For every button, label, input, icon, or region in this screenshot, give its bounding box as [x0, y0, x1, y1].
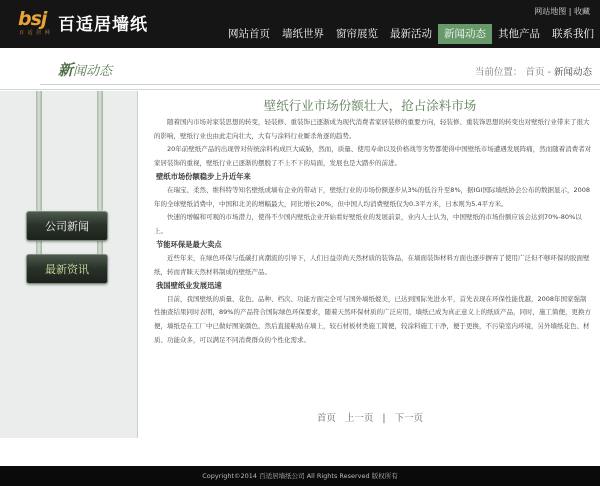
- pagination: [146, 410, 594, 424]
- sidebar-rail-left: [36, 91, 42, 211]
- top-links: [534, 6, 590, 17]
- nav-item-latest-events[interactable]: 最新活动: [390, 28, 432, 40]
- pager-next[interactable]: 下一页: [394, 413, 424, 424]
- section-title-first-char: 新: [58, 61, 74, 79]
- logo-mark: bsj: [18, 8, 47, 30]
- breadcrumb: [475, 64, 592, 78]
- breadcrumb-separator: -: [547, 67, 551, 78]
- breadcrumb-prefix: 当前位置：: [474, 67, 523, 78]
- article-paragraph: 随着国内市场对家装思想的转变，轻装修、重装饰已逐渐成为现代消费者家居装修的重要方向，轻装修、重装饰思想的转变也对壁纸行业带来了很大的影响，壁纸行业也由此走向壮大，大有与涂料行业厮杀角逐的趋势。: [154, 118, 590, 140]
- section-bar: [0, 48, 600, 90]
- article-title: 壁纸行业市场份额壮大，抢占涂料市场: [263, 98, 477, 113]
- article-paragraph: 20年前壁纸产品的出现曾对传统涂料构成巨大威胁，然而，质量、使用寿命以及价格战等劣势都使得中国壁纸市场遭遇发展阵痛，然而随着消费者对家居装饰的重视，壁纸行业已逐渐的摆脱了不上不下的局面，发展也是大踏步的前进。: [154, 145, 592, 167]
- nav-item-other-products[interactable]: 其他产品: [498, 28, 540, 40]
- section-divider: [40, 84, 600, 85]
- sidebar-rail-connector-left: [36, 241, 42, 255]
- article-paragraph: 近些年来，在绿色环保与低碳打真潮流的引导下，人们日益崇尚天然材质的装饰品，在墙面装饰材料方面也逐步摒弃了使用广泛但不够环保的胶面壁纸，转而青睐天然材料制成的壁纸产品。: [154, 253, 590, 276]
- section-title: [58, 59, 112, 80]
- sidebar-item-label: 公司新闻: [45, 220, 89, 233]
- pager-prev[interactable]: 上一页: [344, 413, 374, 424]
- sidebar-rail-connector-right: [97, 241, 103, 255]
- logo-subtitle: 百 适 居 网: [19, 30, 51, 36]
- site-header: [0, 0, 600, 48]
- nav-item-wallpaper-world[interactable]: 墙纸世界: [282, 28, 324, 40]
- section-title-rest: 闻动态: [73, 64, 113, 79]
- site-logo[interactable]: [18, 6, 158, 40]
- article-subheading: 节能环保是最大卖点: [156, 240, 222, 250]
- sidebar-item-company-news[interactable]: [26, 211, 108, 241]
- sidebar-rail-right: [97, 91, 103, 211]
- nav-item-home[interactable]: 网站首页: [228, 28, 270, 40]
- nav-item-contact-us[interactable]: 联系我们: [552, 28, 594, 40]
- article-subheading: 我国壁纸业发展迅速: [156, 281, 222, 291]
- main-nav: [222, 24, 600, 44]
- breadcrumb-current: 新闻动态: [553, 67, 592, 78]
- article-subheading: 壁纸市场份额稳步上升近年来: [156, 172, 251, 182]
- top-links-separator: |: [568, 7, 572, 16]
- sidebar-item-label: 最新资讯: [45, 263, 89, 276]
- article-paragraph: 目前，我国壁纸的质量、花色、品种、档次、功能方面完全可与国外墙纸媲美，已达到国际先进水平，首先表现在环保性能优越，2008年国家强制性抽查结果同时表明，89%的产品符合国际绿色环保要求，随着天然环保材质的广泛应用，墙纸已成为真正意义上的纸质产品，同时，施工简便，更换方便，墙纸是在工厂中已做好图案颜色，然后直接粘贴在墙上，较石材板材类施工简便，较涂料施工干净，便于更换，不污染室内环境，另外墙纸花色、材质、功能众多，可以满足不同消费群众的个性化需求。: [154, 294, 591, 344]
- breadcrumb-home[interactable]: 首页: [525, 67, 545, 78]
- nav-item-news[interactable]: 新闻动态: [438, 24, 492, 44]
- sitemap-link[interactable]: 网站地图: [534, 7, 567, 16]
- sidebar-item-latest-info[interactable]: [26, 254, 108, 284]
- brand-name: 百适居墙纸: [58, 15, 148, 35]
- article-paragraph: 快速的增幅和可观的市场潜力，使得不少国内壁纸企业开始看好壁纸业的发展前景，业内人士认为，中国壁纸的市场份额应该会达到70%-80%以上。: [154, 213, 582, 235]
- article-paragraph: 在瑞宝、柔然、维科特等知名壁纸或墙布企业的带动下，壁纸行业的市场份额逐步从3%的低谷升至8%，据IGI国际墙纸协会公布的数据显示，2008年的全球壁纸消费中，中国和北美的增幅最大，同比增长20%，但中国人均消费壁纸仅为0.3平方米，日本则为5.4平方米。: [154, 185, 591, 208]
- pager-first[interactable]: 首页: [316, 413, 336, 424]
- pager-separator: |: [382, 413, 386, 424]
- nav-item-curtain-exhibition[interactable]: 窗帘展览: [336, 28, 378, 40]
- site-footer: [0, 466, 600, 486]
- article-body: [154, 116, 592, 347]
- sidebar: [0, 91, 138, 438]
- main-content: [146, 94, 594, 438]
- favorite-link[interactable]: 收藏: [574, 7, 590, 16]
- copyright-text: Copyright©2014 百适居墙纸公司 All Rights Reserved 版权所有: [202, 472, 398, 480]
